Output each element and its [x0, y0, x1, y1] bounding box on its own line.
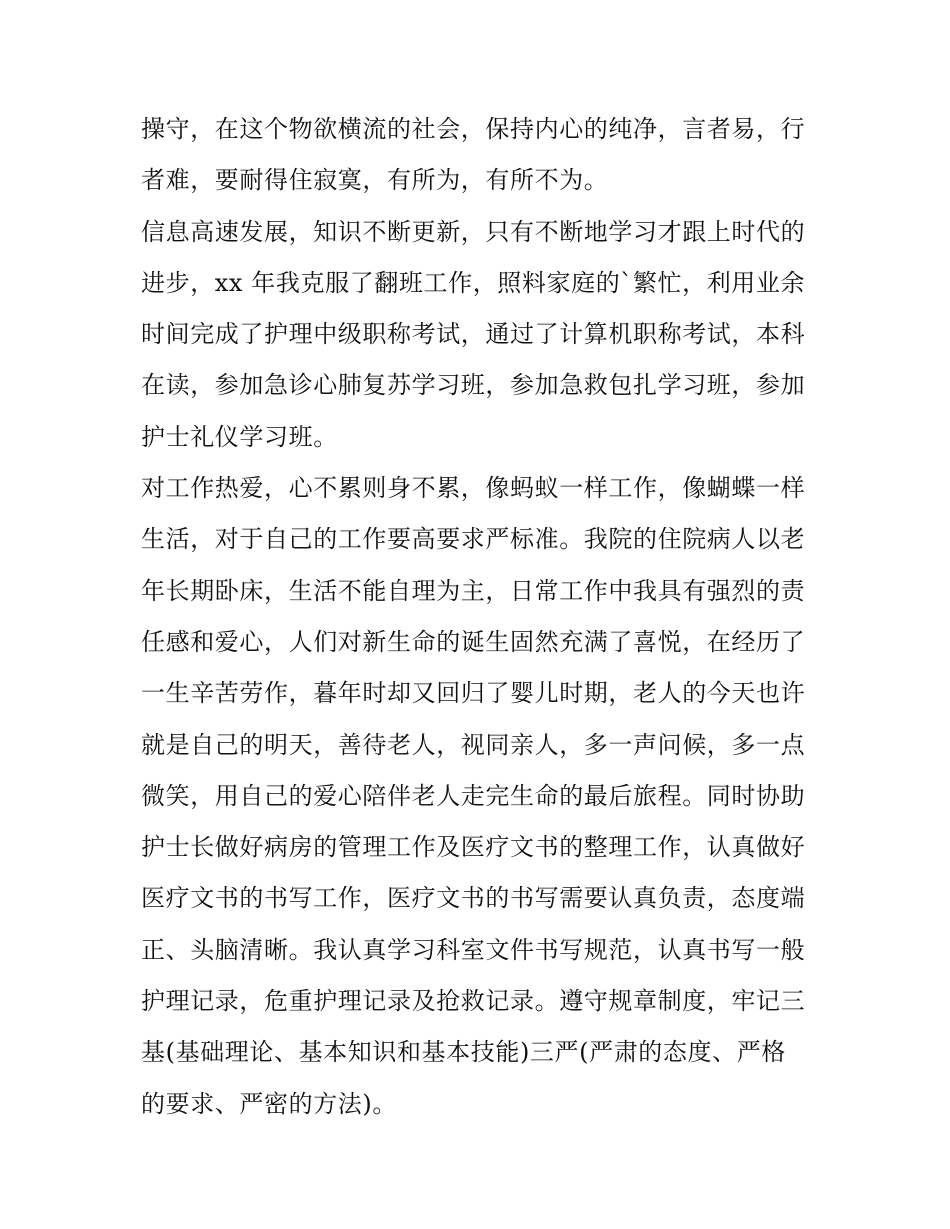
text-line: 对工作热爱，心不累则身不累，像蚂蚁一样工作，像蝴蝶一样 [141, 474, 806, 503]
text-line: 护士长做好病房的管理工作及医疗文书的整理工作，认真做好 [141, 833, 806, 862]
text-line: 年长期卧床，生活不能自理为主，日常工作中我具有强烈的责 [141, 576, 806, 605]
document-body [141, 104, 813, 1130]
text-line: 进步，xx 年我克服了翻班工作，照料家庭的`繁忙，利用业余 [141, 268, 806, 297]
text-line: 的要求、严密的方法)。 [141, 1089, 397, 1118]
text-line: 就是自己的明天，善待老人，视同亲人，多一声问候，多一点 [141, 730, 806, 759]
text-line: 任感和爱心，人们对新生命的诞生固然充满了喜悦，在经历了 [141, 627, 806, 656]
text-line: 信息高速发展，知识不断更新，只有不断地学习才跟上时代的 [141, 217, 806, 246]
text-line: 医疗文书的书写工作，医疗文书的书写需要认真负责，态度端 [141, 884, 806, 913]
text-line: 护士礼仪学习班。 [141, 422, 338, 451]
text-line: 操守，在这个物欲横流的社会，保持内心的纯净，言者易，行 [141, 115, 806, 143]
text-line: 一生辛苦劳作，暮年时却又回归了婴儿时期，老人的今天也许 [141, 679, 806, 708]
text-line: 护理记录，危重护理记录及抢救记录。遵守规章制度，牢记三 [141, 987, 806, 1016]
text-line: 基(基础理论、基本知识和基本技能)三严(严肃的态度、严格 [141, 1038, 786, 1067]
text-line: 生活，对于自己的工作要高要求严标准。我院的住院病人以老 [141, 525, 806, 554]
text-line: 微笑，用自己的爱心陪伴老人走完生命的最后旅程。同时协助 [141, 781, 806, 810]
text-line: 时间完成了护理中级职称考试，通过了计算机职称考试，本科 [141, 320, 806, 349]
text-line: 正、头脑清晰。我认真学习科室文件书写规范，认真书写一般 [141, 935, 806, 964]
text-line: 在读，参加急诊心肺复苏学习班，参加急救包扎学习班，参加 [141, 371, 806, 400]
text-line: 者难，要耐得住寂寞，有所为，有所不为。 [141, 166, 609, 195]
